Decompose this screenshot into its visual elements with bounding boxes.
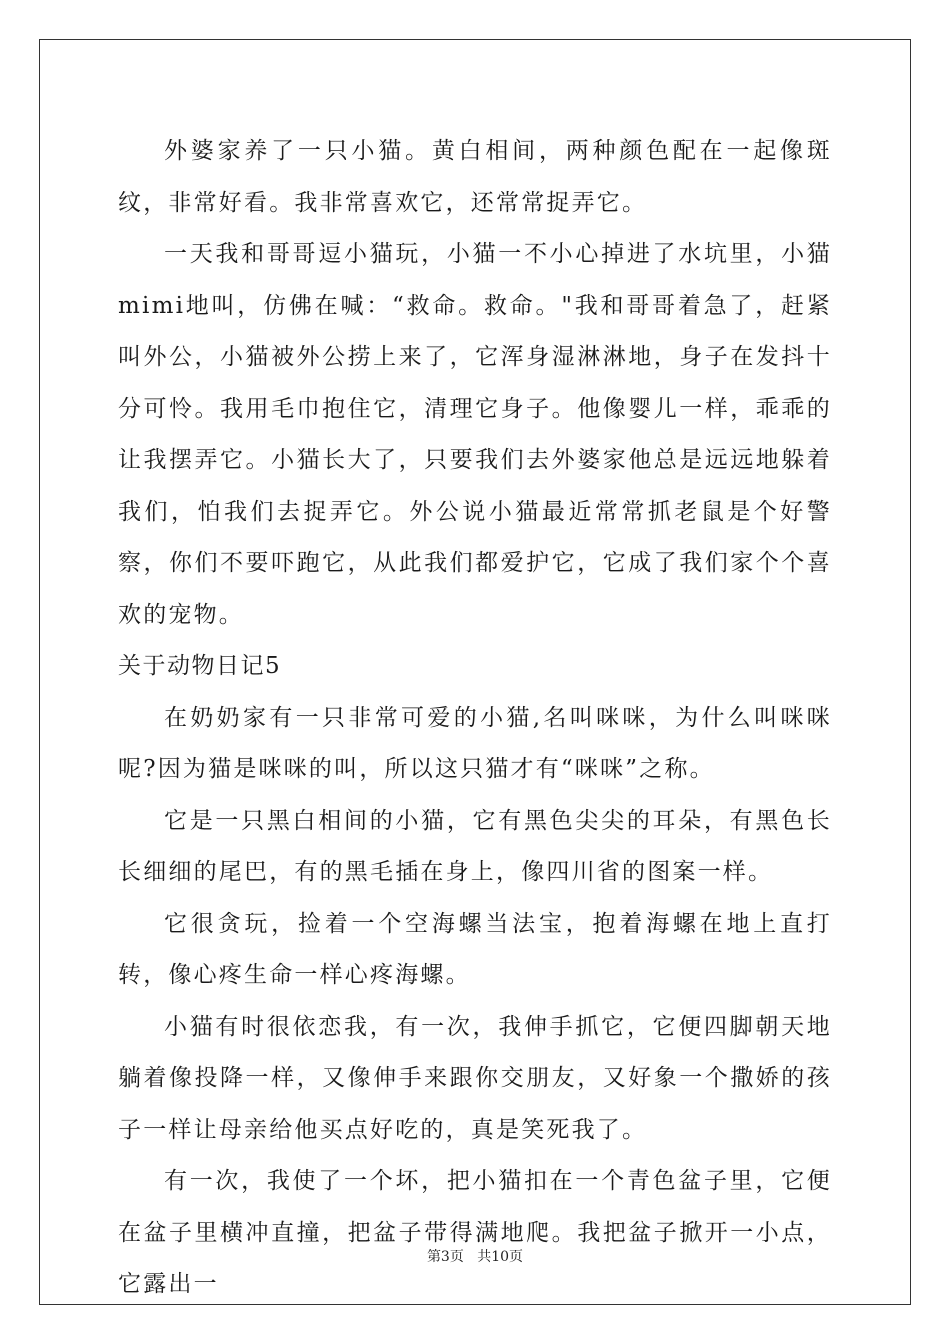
paragraph-2: 一天我和哥哥逗小猫玩，小猫一不小心掉进了水坑里，小猫mimi地叫，仿佛在喊：“救命。救命。"我和哥哥着急了，赶紧叫外公，小猫被外公捞上来了，它浑身湿淋淋地，身子在发抖十分可怜。我用毛巾抱住它，清理它身子。他像婴儿一样，乖乖的让我摆弄它。小猫长大了，只要我们去外婆家他总是远远地躲着我们，怕我们去捉弄它。外公说小猫最近常常抓老鼠是个好警察，你们不要吓跑它，从此我们都爱护它，它成了我们家个个喜欢的宠物。 [118, 241, 832, 628]
paragraph-3: 在奶奶家有一只非常可爱的小猫,名叫咪咪，为什么叫咪咪呢?因为猫是咪咪的叫，所以这只猫才有“咪咪”之称。 [118, 704, 832, 782]
document-body [118, 126, 832, 1311]
paragraph-6: 小猫有时很依恋我，有一次，我伸手抓它，它便四脚朝天地躺着像投降一样，又像伸手来跟你交朋友，又好象一个撒娇的孩子一样让母亲给他买点好吃的，真是笑死我了。 [118, 1013, 832, 1143]
page-number: 第3页 [426, 1249, 464, 1265]
paragraph-7: 有一次，我使了一个坏，把小猫扣在一个青色盆子里，它便在盆子里横冲直撞，把盆子带得满地爬。我把盆子掀开一小点，它露出一 [118, 1168, 832, 1297]
paragraph-1: 外婆家养了一只小猫。黄白相间，两种颜色配在一起像斑纹，非常好看。我非常喜欢它，还常常捉弄它。 [118, 138, 832, 216]
paragraph-5: 它很贪玩，捡着一个空海螺当法宝，抱着海螺在地上直打转，像心疼生命一样心疼海螺。 [118, 910, 832, 988]
page-footer [0, 1246, 950, 1266]
page-total: 共10页 [477, 1249, 524, 1265]
paragraph-4: 它是一只黑白相间的小猫，它有黑色尖尖的耳朵，有黑色长长细细的尾巴，有的黑毛插在身上，像四川省的图案一样。 [118, 807, 832, 885]
section-heading: 关于动物日记5 [118, 653, 282, 679]
